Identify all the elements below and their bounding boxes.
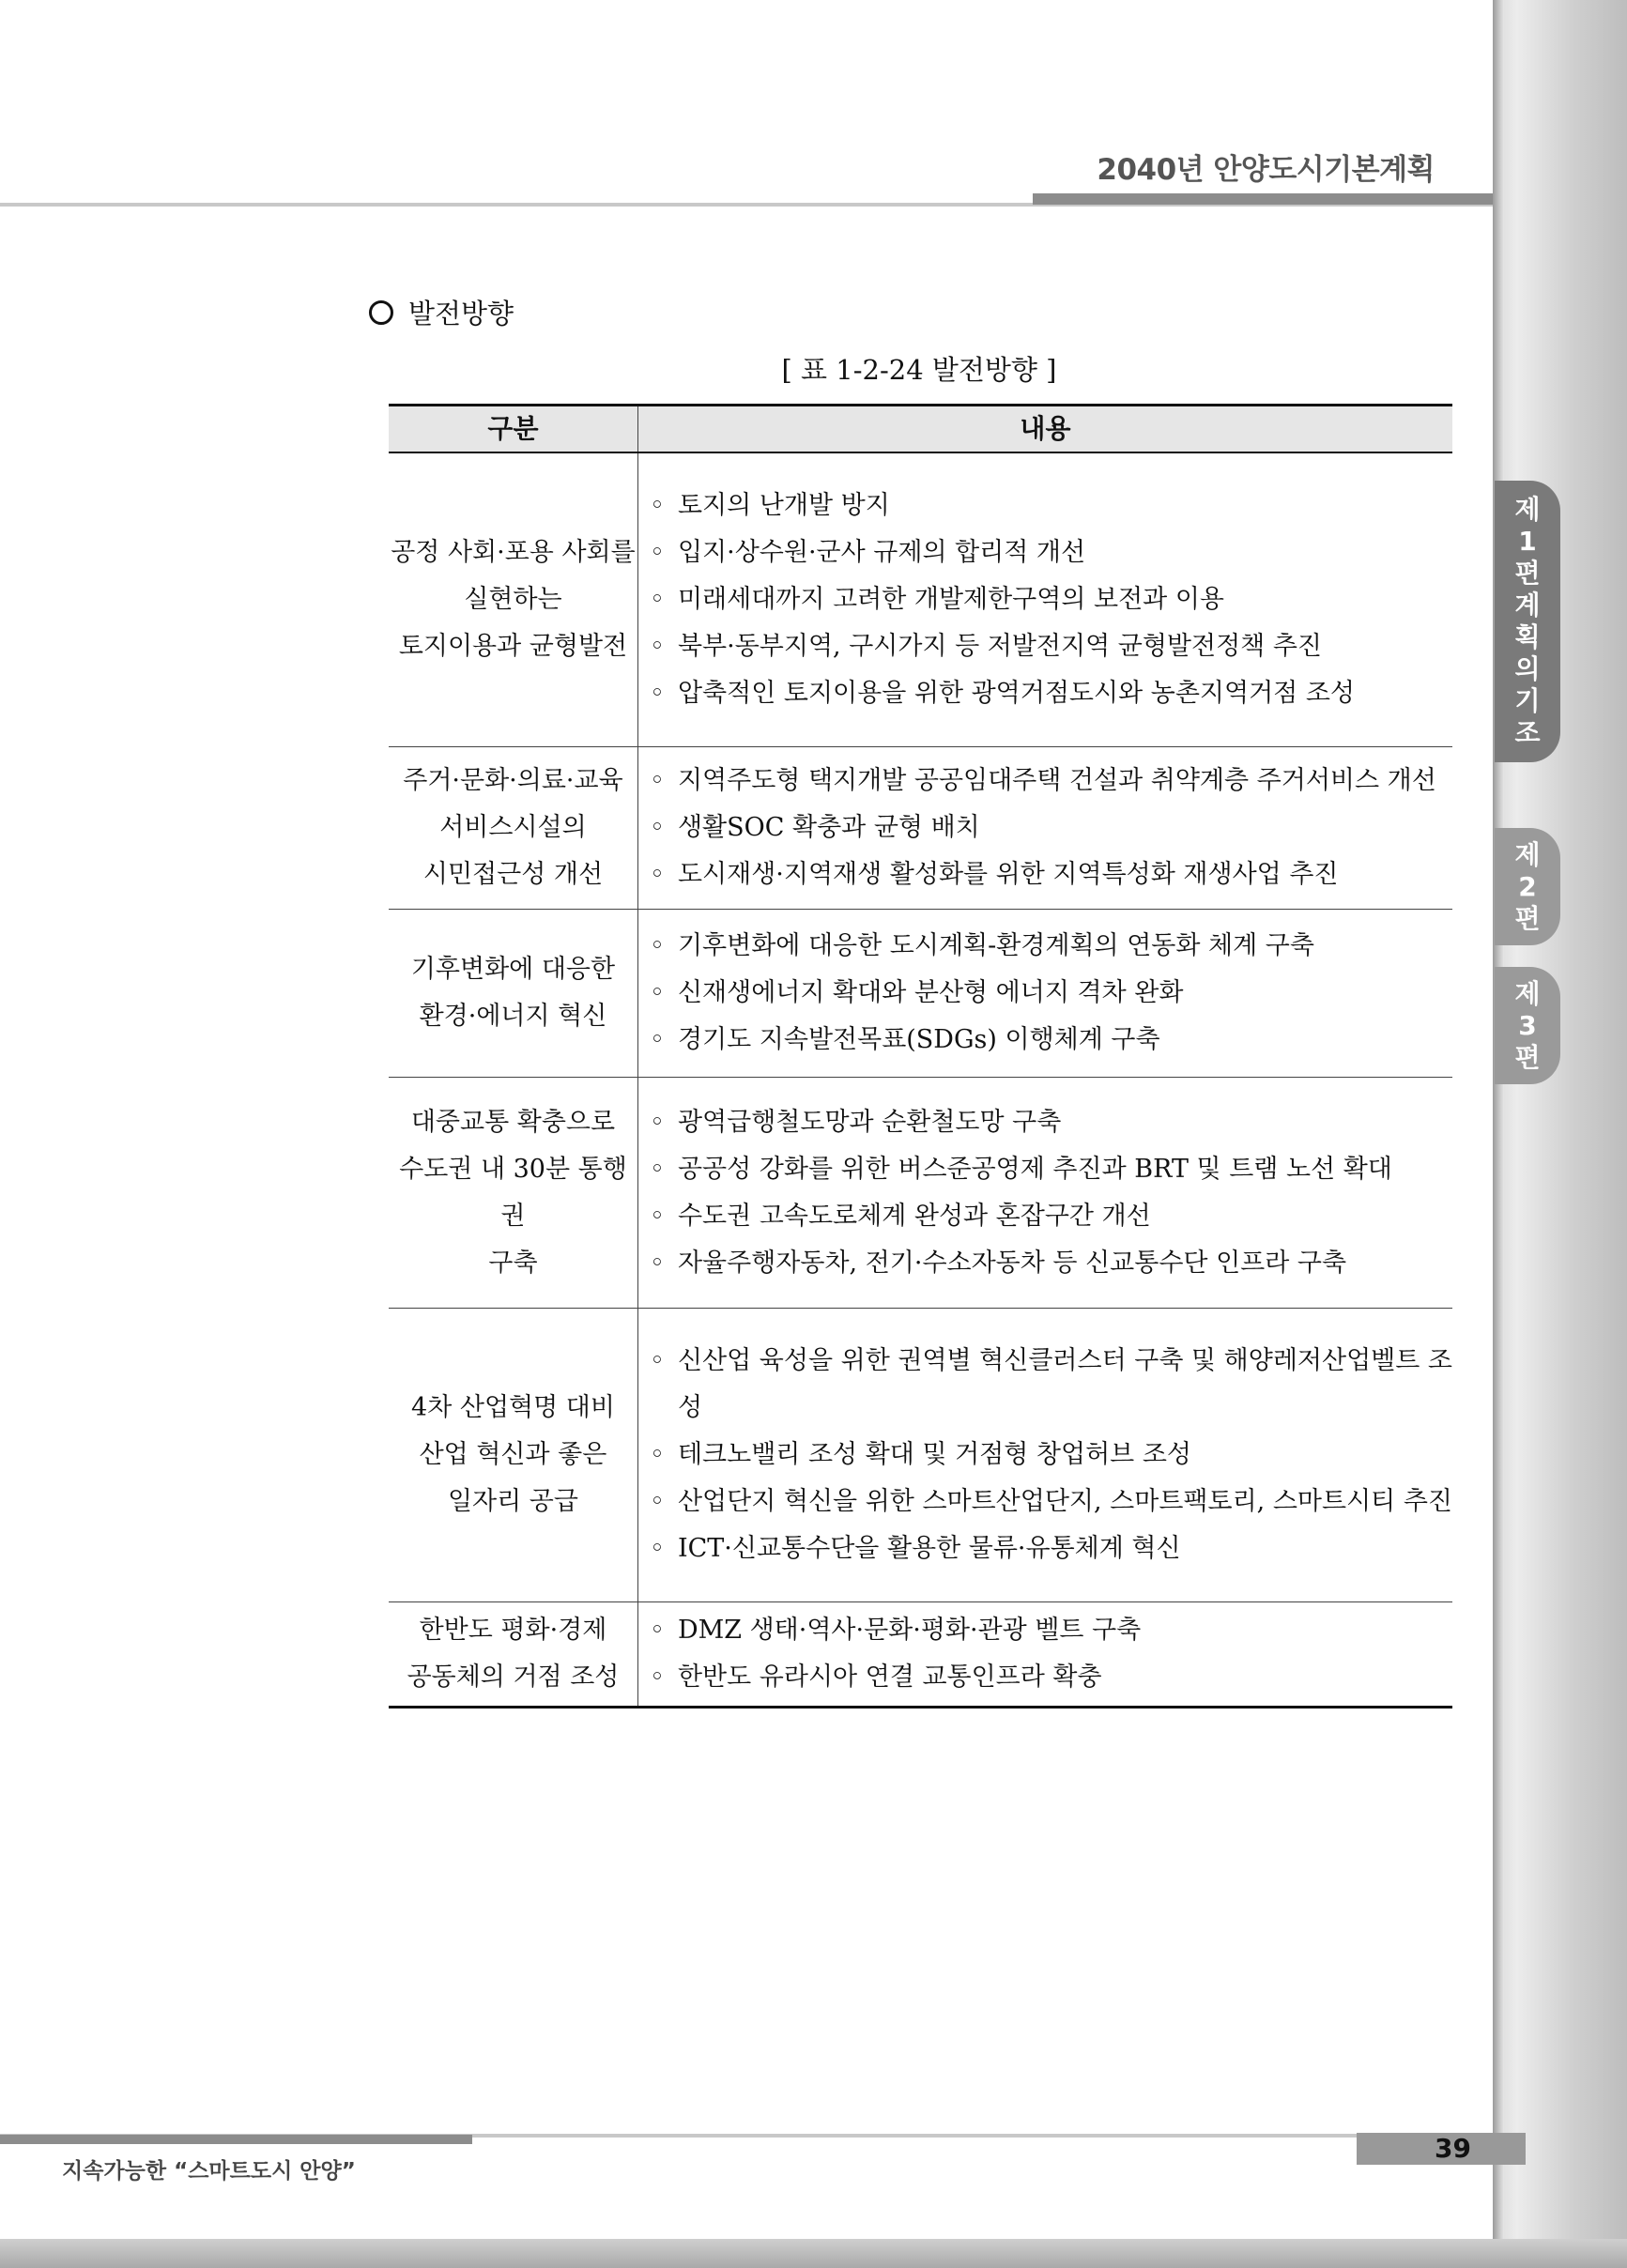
list-item: ◦ 기후변화에 대응한 도시계획-환경계획의 연동화 체계 구축: [650, 923, 1452, 970]
page-edge-shadow: [1493, 0, 1627, 2268]
footer-title: 지속가능한 “스마트도시 안양”: [62, 2159, 356, 2184]
side-tab-label: 제2편: [1514, 838, 1541, 934]
document-title: 2040년 안양도시기본계획: [1097, 153, 1435, 187]
table-row: [389, 1309, 1452, 1602]
list-item: ◦ 미래세대까지 고려한 개발제한구역의 보전과 이용: [650, 576, 1452, 623]
table-caption: [ 표 1-2-24 발전방향 ]: [781, 354, 1057, 386]
category-cell: 주거·문화·의료·교육 서비스시설의 시민접근성 개선: [389, 747, 637, 910]
list-item: ◦ 경기도 지속발전목표(SDGs) 이행체계 구축: [650, 1017, 1452, 1064]
category-cell: 4차 산업혁명 대비 산업 혁신과 좋은 일자리 공급: [389, 1309, 637, 1602]
section-heading: [369, 293, 514, 331]
side-tab-part1[interactable]: [1495, 481, 1560, 762]
column-header-category: 구분: [389, 406, 637, 453]
list-item: ◦ 생활SOC 확충과 균형 배치: [650, 805, 1452, 851]
section-heading-text: 발전방향: [408, 298, 514, 329]
category-cell: 기후변화에 대응한 환경·에너지 혁신: [389, 910, 637, 1078]
list-item: ◦ 광역급행철도망과 순환철도망 구축: [650, 1099, 1452, 1146]
page-bottom-shadow: [0, 2239, 1627, 2268]
category-cell: 한반도 평화·경제 공동체의 거점 조성: [389, 1602, 637, 1708]
table-row: [389, 452, 1452, 747]
list-item: ◦ 압축적인 토지이용을 위한 광역거점도시와 농촌지역거점 조성: [650, 670, 1452, 717]
list-item: ◦ 입지·상수원·군사 규제의 합리적 개선: [650, 529, 1452, 576]
list-item: ◦ DMZ 생태·역사·문화·평화·관광 벨트 구축: [650, 1607, 1452, 1654]
circle-bullet-icon: [369, 300, 393, 325]
list-item: ◦ 지역주도형 택지개발 공공임대주택 건설과 취약계층 주거서비스 개선: [650, 758, 1452, 805]
list-item: ◦ 토지의 난개발 방지: [650, 483, 1452, 529]
development-direction-table: [389, 404, 1452, 1709]
content-cell: [637, 747, 1452, 910]
list-item: ◦ 테크노밸리 조성 확대 및 거점형 창업허브 조성: [650, 1432, 1452, 1479]
footer-rule-accent: [0, 2135, 472, 2144]
side-tab-label: 제1편 계획의 기조: [1514, 494, 1541, 748]
list-item: ◦ 자율주행자동차, 전기·수소자동차 등 신교통수단 인프라 구축: [650, 1240, 1452, 1287]
list-item: ◦ 도시재생·지역재생 활성화를 위한 지역특성화 재생사업 추진: [650, 851, 1452, 898]
content-cell: [637, 1309, 1452, 1602]
list-item: ◦ 신재생에너지 확대와 분산형 에너지 격차 완화: [650, 970, 1452, 1017]
category-cell: 대중교통 확충으로 수도권 내 30분 통행권 구축: [389, 1078, 637, 1309]
content-cell: [637, 910, 1452, 1078]
header-rule-accent: [1033, 193, 1493, 205]
list-item: ◦ ICT·신교통수단을 활용한 물류·유통체계 혁신: [650, 1525, 1452, 1572]
list-item: ◦ 한반도 유라시아 연결 교통인프라 확충: [650, 1654, 1452, 1701]
column-header-content: 내용: [637, 406, 1452, 453]
side-tab-label: 제3편: [1514, 977, 1541, 1073]
list-item: ◦ 신산업 육성을 위한 권역별 혁신클러스터 구축 및 해양레저산업벨트 조성: [650, 1338, 1452, 1432]
content-cell: [637, 1602, 1452, 1708]
category-cell: 공정 사회·포용 사회를 실현하는 토지이용과 균형발전: [389, 452, 637, 747]
content-cell: [637, 1078, 1452, 1309]
side-tab-part3[interactable]: [1495, 967, 1560, 1084]
content-cell: [637, 452, 1452, 747]
side-tab-part2[interactable]: [1495, 828, 1560, 945]
list-item: ◦ 수도권 고속도로체계 완성과 혼잡구간 개선: [650, 1193, 1452, 1240]
table-row: [389, 747, 1452, 910]
list-item: ◦ 북부·동부지역, 구시가지 등 저발전지역 균형발전정책 추진: [650, 623, 1452, 670]
list-item: ◦ 산업단지 혁신을 위한 스마트산업단지, 스마트팩토리, 스마트시티 추진: [650, 1479, 1452, 1525]
table-row: [389, 1078, 1452, 1309]
table-row: [389, 1602, 1452, 1708]
table-header-row: [389, 406, 1452, 453]
page-number: 39: [1357, 2133, 1526, 2165]
list-item: ◦ 공공성 강화를 위한 버스준공영제 추진과 BRT 및 트램 노선 확대: [650, 1146, 1452, 1193]
table-row: [389, 910, 1452, 1078]
